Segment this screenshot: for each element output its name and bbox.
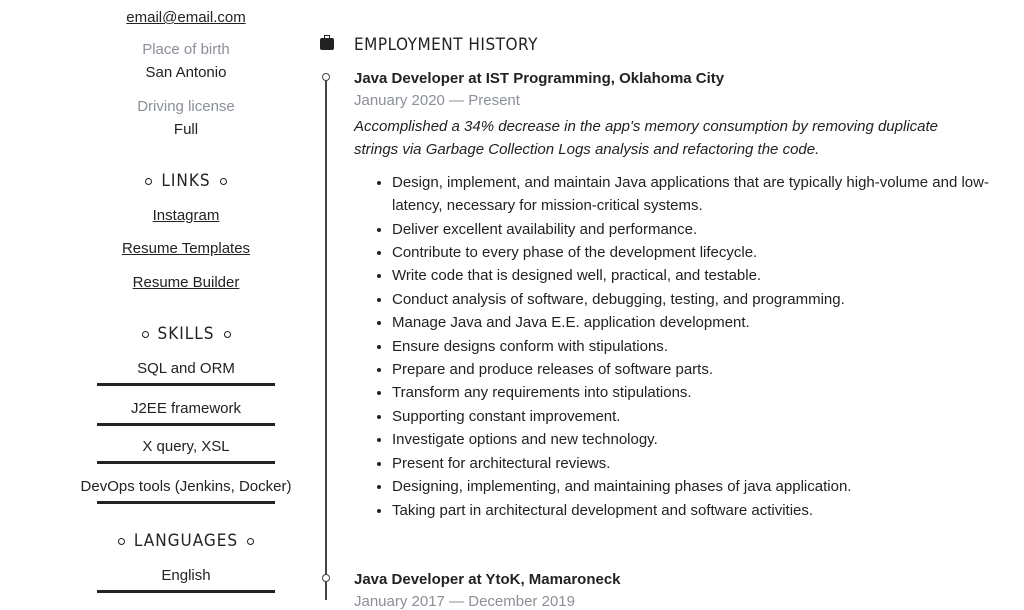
section-title: EMPLOYMENT HISTORY — [354, 35, 538, 55]
skill-item: SQL and ORM — [137, 360, 235, 377]
list-item: • Contribute to every phase of the development lifecycle. — [392, 241, 992, 264]
job-date: January 2020 — Present — [354, 92, 520, 109]
bullet-icon — [247, 538, 254, 545]
list-item: • Transform any requirements into stipulations. — [392, 381, 992, 404]
place-of-birth: San Antonio — [145, 64, 227, 81]
briefcase-icon — [320, 38, 334, 50]
bullet-icon — [118, 538, 125, 545]
list-item: • Investigate options and new technology. — [392, 428, 992, 451]
job-date: January 2017 — December 2019 — [354, 593, 575, 610]
language-item: English — [161, 567, 211, 584]
skills-title: SKILLS — [157, 324, 215, 344]
job-title: Java Developer at YtoK, Mamaroneck — [354, 571, 621, 588]
list-item: • Designing, implementing, and maintaining phases of java application. — [392, 475, 992, 498]
skill-item: X query, XSL — [142, 438, 230, 455]
languages-title: LANGUAGES — [133, 531, 239, 551]
job-entry — [354, 70, 994, 522]
skill-item: J2EE framework — [130, 400, 242, 417]
job-bullets — [354, 171, 992, 522]
language-level-bar — [97, 590, 275, 593]
list-item: • Present for architectural reviews. — [392, 452, 992, 475]
job-summary: Accomplished a 34% decrease in the app's memory consumption by removing duplicate strings via Garbage Collection Logs analysis and refactoring the code. — [354, 118, 939, 159]
list-item: • Ensure designs conform with stipulations. — [392, 335, 992, 358]
timeline-node — [322, 73, 330, 81]
driving-license: Full — [173, 121, 199, 138]
email-link[interactable]: email@email.com — [126, 9, 246, 26]
skill-level-bar — [97, 423, 275, 426]
list-item: • Taking part in architectural development and software activities. — [392, 499, 992, 522]
skill-level-bar — [97, 383, 275, 386]
skill-item: DevOps tools (Jenkins, Docker) — [80, 478, 292, 495]
list-item: • Manage Java and Java E.E. application development. — [392, 311, 992, 334]
driving-license-label: Driving license — [137, 98, 235, 115]
bullet-icon — [145, 178, 152, 185]
skill-level-bar — [97, 501, 275, 504]
list-item: • Deliver excellent availability and performance. — [392, 218, 992, 241]
link-resume-templates[interactable]: Resume Templates — [121, 240, 251, 257]
bullet-icon — [220, 178, 227, 185]
timeline-line — [325, 78, 327, 600]
languages-heading — [60, 531, 312, 551]
list-item: • Conduct analysis of software, debugging, testing, and programming. — [392, 288, 992, 311]
list-item: • Write code that is designed well, practical, and testable. — [392, 264, 992, 287]
bullet-icon — [142, 331, 149, 338]
job-entry — [354, 571, 621, 610]
list-item: • Design, implement, and maintain Java applications that are typically high-volume and low-latency, necessary for mission-critical systems. — [392, 171, 992, 218]
list-item: • Prepare and produce releases of software parts. — [392, 358, 992, 381]
link-resume-builder[interactable]: Resume Builder — [132, 274, 240, 291]
links-heading — [60, 171, 312, 191]
link-instagram[interactable]: Instagram — [152, 207, 220, 224]
bullet-icon — [224, 331, 231, 338]
list-item: • Supporting constant improvement. — [392, 405, 992, 428]
timeline-node — [322, 574, 330, 582]
skill-level-bar — [97, 461, 275, 464]
skills-heading — [60, 324, 312, 344]
place-of-birth-label: Place of birth — [142, 41, 230, 58]
links-title: LINKS — [161, 171, 211, 191]
job-title: Java Developer at IST Programming, Oklahoma City — [354, 70, 725, 87]
